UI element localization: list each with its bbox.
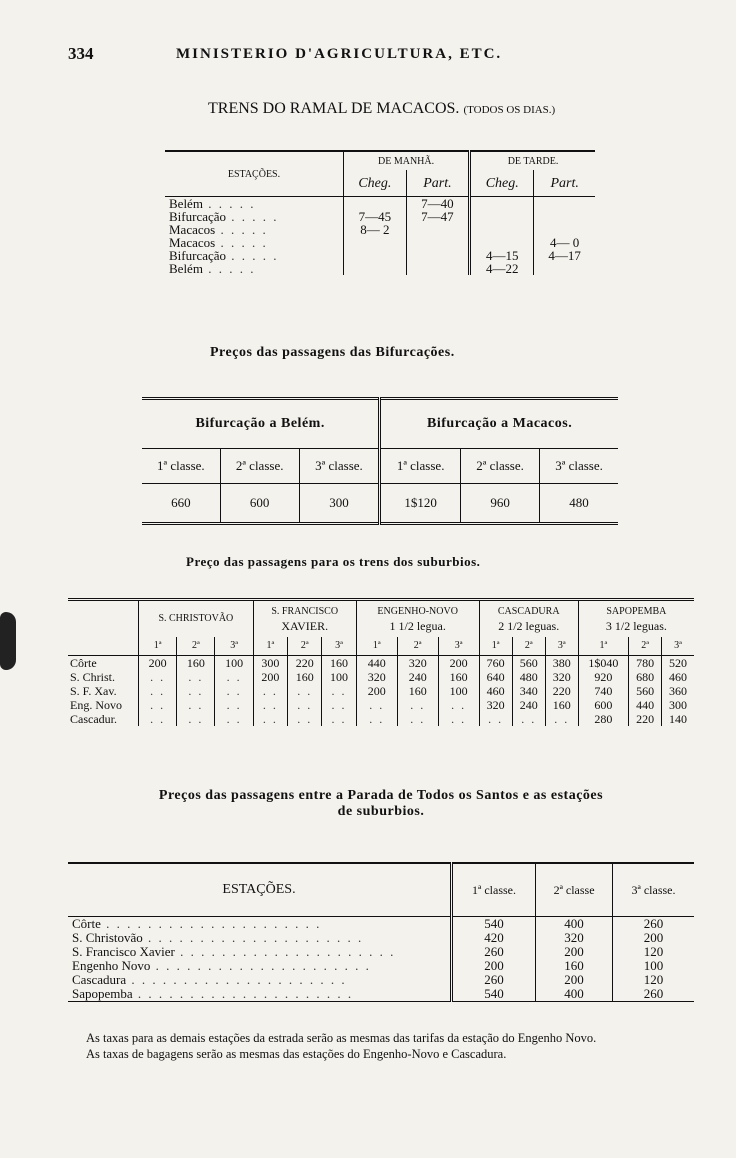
fare-cell: 320 [479,698,512,712]
station-name: Eng. Novo [70,698,122,712]
fare-cell: 200 [438,656,479,671]
suburbio-row [68,670,694,684]
class-header: 2ª [397,637,438,656]
group-header [578,600,694,638]
station-name: S. Christ. [70,670,116,684]
empty-dots: . . [451,712,467,726]
fare-2: 400 [536,917,613,932]
fare-cell [512,712,545,726]
time-m-cheg [344,236,407,249]
group-header [479,600,578,638]
time-m-part: 7—40 [406,197,469,211]
group-name: S. FRANCISCO [271,606,339,617]
class-header: 2ª [288,637,322,656]
fare-cell: 560 [629,684,662,698]
empty-dots: . . [521,712,537,726]
station-label: Belém [169,261,203,276]
fare-cell: 640 [479,670,512,684]
fare-cell: 160 [397,684,438,698]
group-header [253,600,356,638]
class-header: 3ª [662,637,694,656]
empty-dots: . . [410,698,426,712]
leader-dots: . . . . . . . . . . . . . . . . . . . . . [150,959,371,973]
fare-cell [215,684,253,698]
page-edge-blot [0,612,16,670]
fare-cell [139,670,177,684]
leader-dots: . . . . . [226,209,279,224]
group-distance: XAVIER. [281,619,329,633]
fare-value: 960 [461,484,540,524]
time-m-part [406,236,469,249]
time-t-part: 4—17 [548,248,581,263]
fare-cell [438,712,479,726]
time-t-cheg: 4—22 [470,262,534,275]
time-t-cheg [470,223,534,236]
empty-dots: . . [150,712,166,726]
fare-cell [545,712,578,726]
empty-dots: . . [262,712,278,726]
fare-cell: 320 [397,656,438,671]
station-name [68,959,452,973]
col-afternoon: DE TARDE. [507,155,559,167]
empty-dots: . . [297,684,313,698]
todos-santos-title [68,788,694,820]
fare-cell: 160 [288,670,322,684]
fare-cell: 160 [438,670,479,684]
ts-col-stations: ESTAÇÕES. [68,863,452,917]
bifurcacoes-title: Preços das passagens das Bifurcações. [210,345,455,360]
class-header: 1ª classe. [142,449,220,484]
fare-cell [177,684,215,698]
fare-cell [288,698,322,712]
ramal-row [165,197,595,211]
suburbios-table [68,598,694,726]
station-name [68,987,452,1002]
fare-1: 260 [452,973,536,987]
fare-cell: 340 [512,684,545,698]
fare-cell [322,698,356,712]
fare-cell: 200 [139,656,177,671]
fare-cell: 100 [438,684,479,698]
fare-2: 200 [536,945,613,959]
station-label: Cascadura [72,973,127,987]
fare-cell: 1$040 [578,656,628,671]
bif-macacos-heading: Bifurcação a Macacos. [427,416,573,431]
class-header: 3ª [322,637,356,656]
empty-dots: . . [331,684,347,698]
ts-row [68,917,694,932]
suburbio-row [68,698,694,712]
fare-1: 420 [452,931,536,945]
fare-cell: 780 [629,656,662,671]
col-t-cheg: Cheg. [470,170,534,197]
empty-dots: . . [188,712,204,726]
station-label: Sapopemba [72,987,133,1001]
footnotes [68,1030,698,1062]
fare-cell: 440 [356,656,397,671]
fare-2: 200 [536,973,613,987]
empty-dots: . . [226,670,242,684]
fare-cell [139,698,177,712]
fare-cell: 920 [578,670,628,684]
station-label: Côrte [72,916,101,931]
class-header: 3ª [215,637,253,656]
fare-2: 160 [536,959,613,973]
empty-dots: . . [150,684,166,698]
class-header: 1ª [253,637,287,656]
leader-dots: . . . . . [215,235,268,250]
fare-cell: 220 [545,684,578,698]
fare-cell: 300 [662,698,694,712]
note-1: As taxas para as demais estações da estrada serão as mesmas das tarifas da estação do Engenho Novo. [86,1031,597,1045]
time-m-cheg: 7—45 [344,210,407,223]
empty-dots: . . [554,712,570,726]
ts-row [68,945,694,959]
fare-cell [215,698,253,712]
ts-row [68,959,694,973]
fare-2: 400 [536,987,613,1002]
fare-cell: 140 [662,712,694,726]
fare-cell: 160 [177,656,215,671]
group-name: ENGENHO-NOVO [377,606,458,617]
class-header: 2ª classe. [461,449,540,484]
empty-dots: . . [150,670,166,684]
time-m-cheg [344,262,407,275]
empty-dots: . . [331,712,347,726]
fare-cell [397,712,438,726]
station-name [68,973,452,987]
fare-cell [288,712,322,726]
fare-cell [356,712,397,726]
note-2: As taxas de bagagens serão as mesmas das estações do Engenho-Novo e Cascadura. [86,1047,507,1061]
station-name: S. F. Xav. [70,684,117,698]
class-header: 1ª classe. [380,449,461,484]
fare-cell: 460 [479,684,512,698]
fare-cell [177,712,215,726]
col-stations: ESTAÇÕES. [165,151,344,197]
leader-dots: . . . . . . . . . . . . . . . . . . . . . [174,945,396,959]
time-t-part: 4— 0 [550,235,580,250]
fare-cell [322,684,356,698]
time-t-part [534,262,595,275]
ts-row [68,931,694,945]
empty-dots: . . [226,712,242,726]
class-header: 3ª classe. [299,449,380,484]
fare-cell: 600 [578,698,628,712]
time-t-part [534,210,595,223]
station-label: Macacos [169,235,216,250]
fare-1: 540 [452,987,536,1002]
fare-cell [215,670,253,684]
fare-2: 320 [536,931,613,945]
suburbio-row [68,712,694,726]
ramal-subtitle: (TODOS OS DIAS.) [463,104,556,116]
ts-col1: 1ª classe. [452,863,536,917]
group-header [139,600,254,638]
fare-value: 1$120 [380,484,461,524]
time-m-part [406,223,469,236]
class-header: 2ª [629,637,662,656]
empty-dots: . . [488,712,504,726]
empty-dots: . . [369,698,385,712]
fare-cell [139,712,177,726]
col-m-cheg: Cheg. [344,170,407,197]
empty-dots: . . [369,712,385,726]
fare-cell [356,698,397,712]
fare-cell: 240 [397,670,438,684]
suburbios-title: Preço das passagens para os trens dos suburbios. [186,554,481,569]
fare-cell [215,712,253,726]
fare-cell: 560 [512,656,545,671]
fare-cell [253,712,287,726]
station-name [165,262,344,275]
empty-dots: . . [226,684,242,698]
stub-header [68,600,139,656]
class-header: 3ª [438,637,479,656]
suburbio-row [68,656,694,671]
class-header: 2ª [512,637,545,656]
fare-cell: 220 [288,656,322,671]
time-m-cheg: 8— 2 [344,223,407,236]
fare-cell [139,684,177,698]
ramal-title [208,100,555,118]
class-header: 1ª [479,637,512,656]
empty-dots: . . [188,684,204,698]
ramal-title-text: TRENS DO RAMAL DE MACACOS. [208,100,460,117]
empty-dots: . . [410,712,426,726]
fare-3: 200 [643,930,664,945]
station-label: Engenho Novo [72,959,151,973]
empty-dots: . . [297,698,313,712]
leader-dots: . . . . . [215,222,268,237]
fare-3: 120 [643,972,664,987]
time-m-part [406,249,469,262]
fare-cell: 380 [545,656,578,671]
fare-cell: 200 [253,670,287,684]
fare-cell: 160 [322,656,356,671]
station-name: Cascadur. [70,712,117,726]
fare-3: 260 [643,986,664,1001]
fare-1: 200 [452,959,536,973]
fare-cell: 280 [578,712,628,726]
ts-col2: 2ª classe [536,863,613,917]
fare-cell [397,698,438,712]
leader-dots: . . . . . . . . . . . . . . . . . . . . . [132,987,354,1001]
class-header: 1ª [356,637,397,656]
class-header: 3ª classe. [555,458,603,473]
fare-cell: 360 [662,684,694,698]
bif-belem-heading: Bifurcação a Belém. [142,399,380,449]
fare-cell: 320 [356,670,397,684]
station-label: Bifurcação [169,248,227,263]
leader-dots: . . . . . [202,261,256,276]
fare-3: 100 [643,958,664,973]
page-number: 334 [68,44,94,63]
fare-cell: 300 [253,656,287,671]
time-t-cheg: 4—15 [470,249,534,262]
leader-dots: . . . . . [202,196,256,211]
leader-dots: . . . . . . . . . . . . . . . . . . . . . [126,973,347,987]
empty-dots: . . [331,698,347,712]
empty-dots: . . [262,684,278,698]
fare-cell [253,684,287,698]
ramal-table [165,150,595,275]
group-distance: 3 1/2 leguas. [605,619,667,633]
suburbio-row [68,684,694,698]
empty-dots: . . [150,698,166,712]
fare-cell: 440 [629,698,662,712]
group-name: CASCADURA [497,606,560,617]
class-header: 2ª [177,637,215,656]
fare-value: 300 [299,484,380,524]
time-t-part [534,197,595,211]
leader-dots: . . . . . . . . . . . . . . . . . . . . . [142,931,364,945]
time-t-cheg [470,210,534,223]
fare-cell [177,670,215,684]
fare-cell: 160 [545,698,578,712]
fare-cell: 480 [512,670,545,684]
group-name: SAPOPEMBA [606,606,667,617]
fare-value: 480 [569,495,589,510]
col-m-part: Part. [406,170,469,197]
fare-value: 600 [220,484,299,524]
fare-cell: 100 [322,670,356,684]
class-header: 3ª [545,637,578,656]
fare-cell: 240 [512,698,545,712]
group-distance: 2 1/2 leguas. [498,619,560,633]
fare-cell [438,698,479,712]
empty-dots: . . [226,698,242,712]
fare-cell [253,698,287,712]
fare-1: 260 [452,945,536,959]
todos-santos-title-line2: de suburbios. [337,804,425,819]
station-label: Bifurcação [169,209,227,224]
fare-cell: 740 [578,684,628,698]
station-name [68,931,452,945]
station-name [165,197,344,211]
fare-cell [479,712,512,726]
fare-cell: 320 [545,670,578,684]
fare-value: 660 [142,484,220,524]
station-label: Macacos [169,222,216,237]
fare-cell [322,712,356,726]
todos-santos-table [68,862,694,1002]
time-t-cheg [470,197,534,211]
time-m-cheg [344,197,407,211]
station-label: Belém [169,196,203,211]
group-distance: 1 1/2 legua. [389,619,446,633]
fare-cell [288,684,322,698]
empty-dots: . . [262,698,278,712]
station-label: S. Christovão [72,931,143,945]
fare-cell: 760 [479,656,512,671]
empty-dots: . . [188,698,204,712]
group-name: S. CHRISTOVÃO [158,613,234,624]
leader-dots: . . . . . . . . . . . . . . . . . . . . . [100,916,322,931]
fare-3: 260 [643,916,664,931]
time-m-part [406,262,469,275]
fare-cell: 680 [629,670,662,684]
running-title: MINISTERIO D'AGRICULTURA, ETC. [176,46,503,62]
empty-dots: . . [188,670,204,684]
fare-3: 120 [643,944,664,959]
class-header: 2ª classe. [220,449,299,484]
col-t-part: Part. [550,175,579,191]
bifurcacoes-table [142,397,618,525]
class-header: 1ª [139,637,177,656]
empty-dots: . . [451,698,467,712]
group-header [356,600,479,638]
col-morning: DE MANHÃ. [344,151,470,170]
fare-cell: 200 [356,684,397,698]
station-name: Côrte [70,656,97,670]
leader-dots: . . . . . [226,248,279,263]
empty-dots: . . [297,712,313,726]
ramal-row [165,262,595,275]
time-m-cheg [344,249,407,262]
todos-santos-title-line1: Preços das passagens entre a Parada de Todos os Santos e as estações [158,788,604,803]
fare-cell [177,698,215,712]
station-name [68,917,452,932]
station-label: S. Francisco Xavier [72,945,175,959]
fare-cell: 460 [662,670,694,684]
fare-cell: 100 [215,656,253,671]
class-header: 1ª [578,637,628,656]
station-name [68,945,452,959]
fare-1: 540 [452,917,536,932]
ts-col3: 3ª classe. [631,882,676,897]
fare-cell: 520 [662,656,694,671]
time-m-part: 7—47 [406,210,469,223]
ts-row [68,973,694,987]
ts-row [68,987,694,1002]
fare-cell: 220 [629,712,662,726]
